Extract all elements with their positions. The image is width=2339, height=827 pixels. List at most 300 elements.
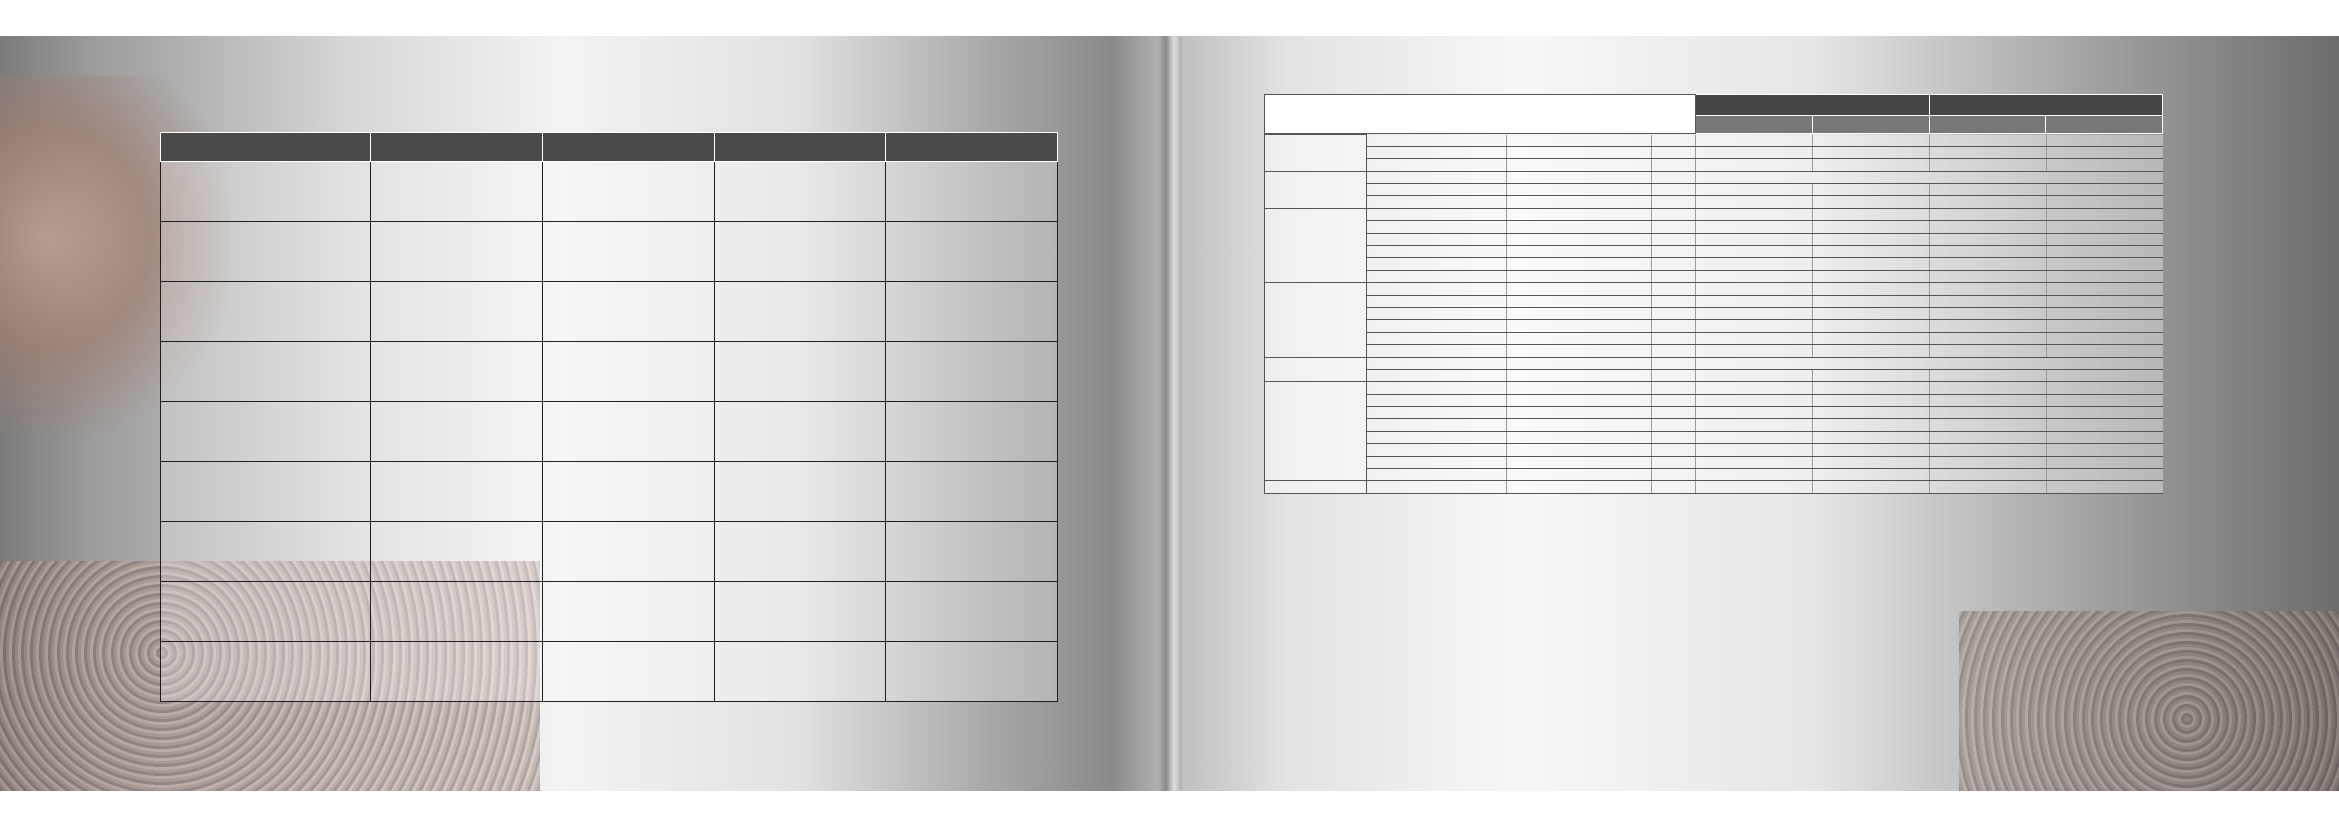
spec-value [2046, 382, 2163, 394]
spec-value [1696, 320, 1813, 332]
spec-item-zh [1367, 456, 1507, 468]
comparison-row [161, 222, 1058, 282]
spec-item-en [1507, 221, 1652, 233]
spec-item-en [1507, 270, 1652, 282]
spec-unit [1652, 171, 1696, 183]
row-header-cell [161, 522, 371, 582]
spec-value [1929, 184, 2046, 196]
spec-value [1929, 135, 2046, 147]
value-cell [371, 342, 543, 402]
spec-value [1696, 469, 1813, 481]
spec-value [2046, 221, 2163, 233]
spec-value [1929, 221, 2046, 233]
value-cell [886, 222, 1058, 282]
spec-item-en [1507, 444, 1652, 456]
spec-value [1696, 431, 1813, 443]
spec-row [1265, 258, 2164, 270]
spec-item-en [1507, 407, 1652, 419]
value-cell [714, 222, 886, 282]
spec-unit [1652, 246, 1696, 258]
value-cell [886, 582, 1058, 642]
model-header [542, 133, 714, 162]
spec-row [1265, 196, 2164, 208]
spec-row [1265, 369, 2164, 381]
spec-item-zh [1367, 469, 1507, 481]
spec-value [2046, 320, 2163, 332]
spec-value [2046, 184, 2163, 196]
spec-item-en [1507, 146, 1652, 158]
spec-value [1696, 270, 1813, 282]
comparison-row [161, 342, 1058, 402]
spec-row [1265, 332, 2164, 344]
spec-value [1812, 208, 1929, 220]
value-cell [886, 162, 1058, 222]
value-cell [542, 222, 714, 282]
value-cell [542, 522, 714, 582]
spec-value [1696, 419, 1813, 431]
spec-row [1265, 146, 2164, 158]
spec-row [1265, 159, 2164, 171]
spec-model-label [1265, 95, 1696, 134]
spec-value [1812, 283, 1929, 295]
spec-value [1812, 270, 1929, 282]
spec-value [1929, 159, 2046, 171]
spec-value [1929, 481, 2046, 493]
spec-category [1265, 171, 1367, 208]
comparison-row [161, 582, 1058, 642]
value-cell [886, 402, 1058, 462]
spec-item-zh [1367, 146, 1507, 158]
spec-row [1265, 419, 2164, 431]
spec-item-en [1507, 345, 1652, 357]
spec-value [1696, 382, 1813, 394]
model-header [714, 133, 886, 162]
spec-value [1812, 246, 1929, 258]
spec-value [2046, 159, 2163, 171]
spec-unit [1652, 295, 1696, 307]
spec-unit [1652, 307, 1696, 319]
spec-value [1812, 258, 1929, 270]
model-header [371, 133, 543, 162]
value-cell [714, 642, 886, 702]
row-header-cell [161, 582, 371, 642]
spec-row [1265, 469, 2164, 481]
spec-item-en [1507, 369, 1652, 381]
spec-item-en [1507, 357, 1652, 369]
spec-value [1929, 307, 2046, 319]
spec-item-en [1507, 307, 1652, 319]
spec-item-en [1507, 135, 1652, 147]
spec-category [1265, 208, 1367, 282]
value-cell [371, 282, 543, 342]
spec-unit [1652, 184, 1696, 196]
spec-row [1265, 481, 2164, 493]
spec-value [2046, 135, 2163, 147]
value-cell [714, 522, 886, 582]
row-header-cell [161, 342, 371, 402]
spec-item-en [1507, 258, 1652, 270]
spec-row [1265, 184, 2164, 196]
specification-page [1170, 36, 2339, 791]
value-cell [371, 402, 543, 462]
value-cell [714, 162, 886, 222]
spec-value [1929, 345, 2046, 357]
spec-unit [1652, 481, 1696, 493]
spec-row [1265, 135, 2164, 147]
spec-item-en [1507, 283, 1652, 295]
spec-value [1929, 456, 2046, 468]
spec-value [1696, 246, 1813, 258]
value-cell [371, 162, 543, 222]
comparison-row [161, 282, 1058, 342]
spec-item-en [1507, 295, 1652, 307]
spec-item-zh [1367, 208, 1507, 220]
row-header-cell [161, 222, 371, 282]
spec-item-en [1507, 431, 1652, 443]
spec-item-zh [1367, 270, 1507, 282]
spec-category [1265, 481, 1367, 493]
spec-item-zh [1367, 320, 1507, 332]
spec-item-en [1507, 159, 1652, 171]
model-subheader [1812, 116, 1929, 134]
spec-value [1696, 221, 1813, 233]
spec-item-zh [1367, 171, 1507, 183]
comparison-row [161, 462, 1058, 522]
comparison-row [161, 402, 1058, 462]
spec-value [1696, 146, 1813, 158]
comparison-table [160, 132, 1058, 702]
spec-value [2046, 283, 2163, 295]
spec-value [1812, 407, 1929, 419]
floor-texture-background [1959, 611, 2339, 791]
spec-row [1265, 171, 2164, 183]
spec-value [1696, 159, 1813, 171]
spec-item-zh [1367, 233, 1507, 245]
spec-value [2046, 233, 2163, 245]
spec-value [1812, 369, 1929, 381]
spec-value [1696, 233, 1813, 245]
spec-unit [1652, 258, 1696, 270]
spec-value [1696, 481, 1813, 493]
spec-row [1265, 345, 2164, 357]
spec-value [1929, 382, 2046, 394]
comparison-row [161, 162, 1058, 222]
spec-value [2046, 481, 2163, 493]
value-cell [714, 342, 886, 402]
value-cell [714, 582, 886, 642]
spec-value [1812, 332, 1929, 344]
value-cell [714, 402, 886, 462]
spec-value [1929, 320, 2046, 332]
comparison-row [161, 522, 1058, 582]
row-header-cell [161, 402, 371, 462]
value-cell [886, 282, 1058, 342]
spec-value [1696, 258, 1813, 270]
spec-value [1812, 456, 1929, 468]
spec-value [1696, 444, 1813, 456]
spec-unit [1652, 419, 1696, 431]
spec-row [1265, 233, 2164, 245]
value-cell [886, 642, 1058, 702]
value-cell [371, 642, 543, 702]
spec-value [1696, 208, 1813, 220]
spec-unit [1652, 357, 1696, 369]
spec-item-zh [1367, 357, 1507, 369]
value-cell [714, 462, 886, 522]
value-cell [542, 462, 714, 522]
spec-row [1265, 456, 2164, 468]
model-group-header [1696, 95, 1930, 116]
spec-value [1929, 407, 2046, 419]
spec-value [2046, 456, 2163, 468]
spec-value [1812, 469, 1929, 481]
spec-item-en [1507, 469, 1652, 481]
spec-value [1696, 357, 2164, 369]
spec-unit [1652, 431, 1696, 443]
page-gutter [1158, 36, 1182, 791]
spec-unit [1652, 233, 1696, 245]
spec-item-zh [1367, 444, 1507, 456]
spec-unit [1652, 456, 1696, 468]
spec-value [1812, 444, 1929, 456]
spec-category [1265, 135, 1367, 172]
spec-value [2046, 270, 2163, 282]
spec-value [1929, 196, 2046, 208]
spec-value [1812, 431, 1929, 443]
spec-unit [1652, 159, 1696, 171]
spec-row [1265, 394, 2164, 406]
spec-value [1929, 369, 2046, 381]
spec-unit [1652, 369, 1696, 381]
spec-value [1929, 332, 2046, 344]
spec-unit [1652, 221, 1696, 233]
spec-value [2046, 431, 2163, 443]
spec-value [1929, 258, 2046, 270]
spec-value [1812, 146, 1929, 158]
spec-value [1696, 135, 1813, 147]
spec-item-en [1507, 382, 1652, 394]
spec-value [1812, 345, 1929, 357]
spec-item-zh [1367, 246, 1507, 258]
spec-value [1929, 270, 2046, 282]
comparison-page [0, 36, 1170, 791]
spec-value [2046, 196, 2163, 208]
spec-row [1265, 246, 2164, 258]
spec-unit [1652, 320, 1696, 332]
spec-unit [1652, 382, 1696, 394]
spec-value [1929, 431, 2046, 443]
spec-row [1265, 208, 2164, 220]
model-subheader [1929, 116, 2046, 134]
spec-value [1696, 394, 1813, 406]
spec-item-zh [1367, 159, 1507, 171]
spec-row [1265, 407, 2164, 419]
spec-unit [1652, 270, 1696, 282]
spec-value [2046, 246, 2163, 258]
spec-item-en [1507, 233, 1652, 245]
value-cell [714, 282, 886, 342]
value-cell [542, 162, 714, 222]
spec-item-en [1507, 320, 1652, 332]
spec-value [1696, 407, 1813, 419]
spec-unit [1652, 196, 1696, 208]
spec-row [1265, 270, 2164, 282]
spec-value [1929, 146, 2046, 158]
spec-item-zh [1367, 382, 1507, 394]
spec-item-zh [1367, 369, 1507, 381]
row-header-cell [161, 642, 371, 702]
spec-value [2046, 258, 2163, 270]
spec-value [2046, 469, 2163, 481]
spec-row [1265, 357, 2164, 369]
spec-value [1696, 171, 2164, 183]
spec-row [1265, 444, 2164, 456]
value-cell [542, 342, 714, 402]
spec-value [1929, 444, 2046, 456]
model-subheader [1696, 116, 1813, 134]
spec-item-en [1507, 394, 1652, 406]
spec-value [1812, 394, 1929, 406]
spec-item-zh [1367, 345, 1507, 357]
spec-value [1696, 295, 1813, 307]
spec-unit [1652, 135, 1696, 147]
row-header-cell [161, 462, 371, 522]
spec-unit [1652, 332, 1696, 344]
spec-item-en [1507, 456, 1652, 468]
spec-unit [1652, 407, 1696, 419]
spec-unit [1652, 469, 1696, 481]
spec-item-en [1507, 419, 1652, 431]
spec-value [1929, 295, 2046, 307]
spec-value [1812, 196, 1929, 208]
spec-unit [1652, 208, 1696, 220]
value-cell [371, 222, 543, 282]
model-column-header [161, 133, 371, 162]
spec-value [1696, 184, 1813, 196]
spec-item-en [1507, 208, 1652, 220]
spec-value [1812, 135, 1929, 147]
spec-value [2046, 394, 2163, 406]
spec-item-en [1507, 184, 1652, 196]
spec-value [1696, 345, 1813, 357]
spec-unit [1652, 345, 1696, 357]
spec-item-zh [1367, 135, 1507, 147]
spec-value [2046, 146, 2163, 158]
value-cell [371, 462, 543, 522]
spec-item-zh [1367, 332, 1507, 344]
value-cell [542, 402, 714, 462]
value-cell [371, 522, 543, 582]
spec-item-en [1507, 171, 1652, 183]
spec-value [1696, 307, 1813, 319]
spec-value [1812, 320, 1929, 332]
spec-item-zh [1367, 258, 1507, 270]
spec-item-zh [1367, 307, 1507, 319]
spec-value [2046, 419, 2163, 431]
spec-item-en [1507, 246, 1652, 258]
spec-value [2046, 345, 2163, 357]
spec-value [2046, 295, 2163, 307]
spec-value [1812, 481, 1929, 493]
spec-row [1265, 295, 2164, 307]
spec-category [1265, 357, 1367, 382]
value-cell [542, 282, 714, 342]
spec-item-zh [1367, 221, 1507, 233]
spec-value [2046, 307, 2163, 319]
spec-value [2046, 444, 2163, 456]
value-cell [371, 582, 543, 642]
spec-item-zh [1367, 196, 1507, 208]
value-cell [886, 522, 1058, 582]
spec-value [1696, 283, 1813, 295]
model-subheader [2046, 116, 2163, 134]
spec-value [2046, 369, 2163, 381]
model-header [886, 133, 1058, 162]
row-header-cell [161, 162, 371, 222]
spec-row [1265, 307, 2164, 319]
model-group-header [1929, 95, 2163, 116]
spec-value [1812, 184, 1929, 196]
value-cell [886, 342, 1058, 402]
spec-value [1929, 394, 2046, 406]
spec-value [1696, 369, 1813, 381]
spec-value [1812, 307, 1929, 319]
spec-item-zh [1367, 295, 1507, 307]
spec-unit [1652, 146, 1696, 158]
spec-value [1929, 246, 2046, 258]
spec-value [1929, 419, 2046, 431]
spec-item-zh [1367, 481, 1507, 493]
specification-header [1264, 94, 2163, 134]
spec-unit [1652, 444, 1696, 456]
spec-value [1929, 233, 2046, 245]
spec-row [1265, 382, 2164, 394]
spec-category [1265, 382, 1367, 481]
value-cell [542, 642, 714, 702]
spec-item-zh [1367, 184, 1507, 196]
spec-value [1696, 332, 1813, 344]
spec-value [1812, 233, 1929, 245]
spec-value [2046, 407, 2163, 419]
specification-table [1264, 134, 2163, 494]
spec-value [1812, 159, 1929, 171]
spec-item-zh [1367, 431, 1507, 443]
spec-value [1696, 196, 1813, 208]
spec-value [1929, 469, 2046, 481]
spec-row [1265, 283, 2164, 295]
spec-value [1929, 208, 2046, 220]
row-header-cell [161, 282, 371, 342]
spec-item-en [1507, 196, 1652, 208]
spec-item-zh [1367, 394, 1507, 406]
value-cell [542, 582, 714, 642]
spec-unit [1652, 394, 1696, 406]
spec-row [1265, 431, 2164, 443]
spec-item-en [1507, 481, 1652, 493]
spec-row [1265, 221, 2164, 233]
spec-value [1696, 456, 1813, 468]
spec-value [2046, 208, 2163, 220]
spec-category [1265, 283, 1367, 357]
spec-item-zh [1367, 419, 1507, 431]
value-cell [886, 462, 1058, 522]
comparison-header-row [161, 133, 1058, 162]
spec-row [1265, 320, 2164, 332]
spec-value [1812, 382, 1929, 394]
spec-value [2046, 332, 2163, 344]
spec-value [1812, 419, 1929, 431]
spec-item-zh [1367, 407, 1507, 419]
